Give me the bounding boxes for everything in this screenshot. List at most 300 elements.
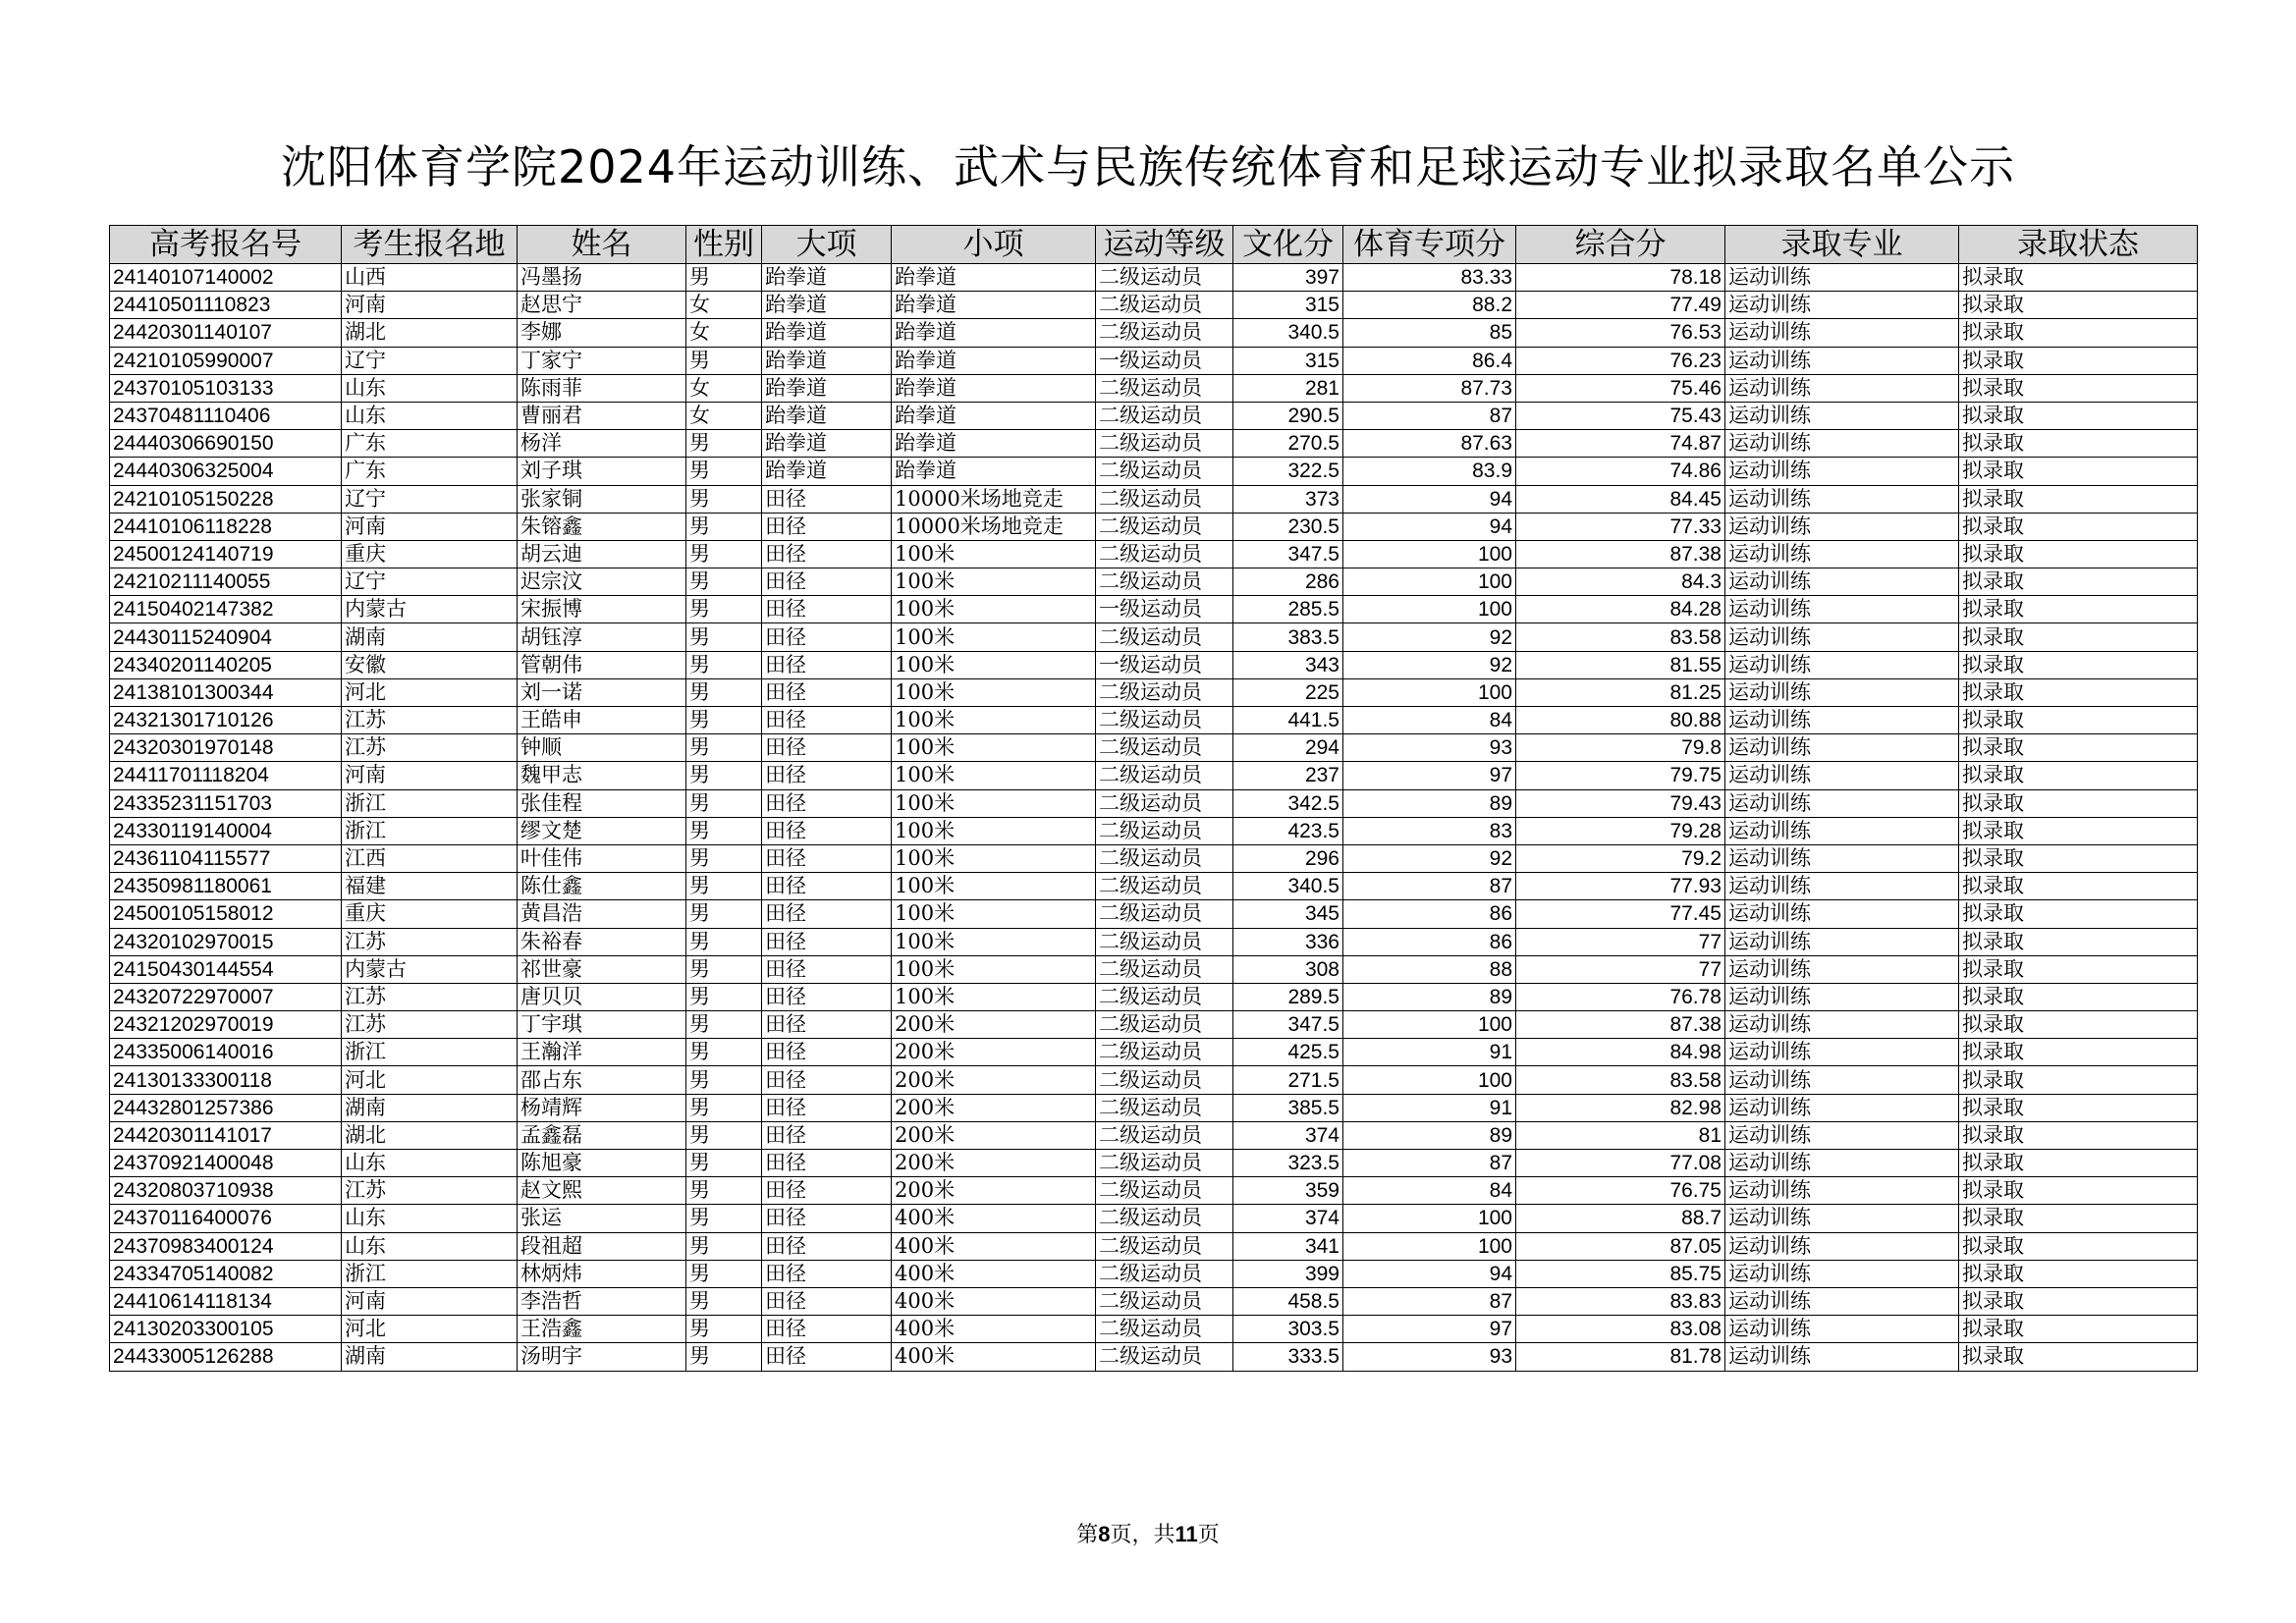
status-cell: 拟录取 <box>1959 540 2198 568</box>
table-body <box>110 264 2198 1372</box>
status-cell: 拟录取 <box>1959 402 2198 429</box>
column-header: 录取状态 <box>1959 226 2198 264</box>
region-cell: 河南 <box>342 1287 518 1315</box>
major-cell: 运动训练 <box>1725 678 1959 706</box>
level-cell: 二级运动员 <box>1096 319 1233 347</box>
name-cell: 陈旭豪 <box>518 1150 686 1177</box>
culture-score-cell: 374 <box>1233 1205 1343 1232</box>
page-footer <box>0 1518 2296 1548</box>
event-cell: 200米 <box>892 1177 1096 1205</box>
exam-id-cell: 24500124140719 <box>110 540 342 568</box>
sport-score-cell: 87 <box>1343 1287 1516 1315</box>
major-cell: 运动训练 <box>1725 1011 1959 1039</box>
sport-cell: 田径 <box>762 789 892 817</box>
sport-cell: 跆拳道 <box>762 402 892 429</box>
region-cell: 河北 <box>342 678 518 706</box>
column-header: 文化分 <box>1233 226 1343 264</box>
gender-cell: 男 <box>686 430 762 458</box>
event-cell: 跆拳道 <box>892 402 1096 429</box>
culture-score-cell: 289.5 <box>1233 983 1343 1010</box>
sport-score-cell: 86.4 <box>1343 347 1516 374</box>
status-cell: 拟录取 <box>1959 1287 2198 1315</box>
name-cell: 朱镕鑫 <box>518 513 686 540</box>
level-cell: 二级运动员 <box>1096 1287 1233 1315</box>
exam-id-cell: 24210211140055 <box>110 568 342 596</box>
status-cell: 拟录取 <box>1959 374 2198 402</box>
name-cell: 冯墨扬 <box>518 264 686 292</box>
name-cell: 杨洋 <box>518 430 686 458</box>
gender-cell: 男 <box>686 1039 762 1066</box>
sport-score-cell: 92 <box>1343 844 1516 872</box>
total-score-cell: 87.38 <box>1516 540 1725 568</box>
event-cell: 10000米场地竞走 <box>892 513 1096 540</box>
level-cell: 二级运动员 <box>1096 734 1233 762</box>
sport-cell: 跆拳道 <box>762 347 892 374</box>
culture-score-cell: 315 <box>1233 292 1343 319</box>
region-cell: 湖南 <box>342 623 518 651</box>
level-cell: 二级运动员 <box>1096 707 1233 734</box>
total-score-cell: 84.28 <box>1516 596 1725 623</box>
event-cell: 跆拳道 <box>892 374 1096 402</box>
level-cell: 二级运动员 <box>1096 1121 1233 1149</box>
event-cell: 200米 <box>892 1039 1096 1066</box>
total-score-cell: 88.7 <box>1516 1205 1725 1232</box>
major-cell: 运动训练 <box>1725 1316 1959 1343</box>
level-cell: 二级运动员 <box>1096 789 1233 817</box>
sport-score-cell: 83.9 <box>1343 458 1516 485</box>
status-cell: 拟录取 <box>1959 485 2198 513</box>
culture-score-cell: 271.5 <box>1233 1066 1343 1094</box>
sport-score-cell: 84 <box>1343 707 1516 734</box>
major-cell: 运动训练 <box>1725 1260 1959 1287</box>
event-cell: 100米 <box>892 568 1096 596</box>
major-cell: 运动训练 <box>1725 292 1959 319</box>
table-row <box>110 458 2198 485</box>
culture-score-cell: 383.5 <box>1233 623 1343 651</box>
event-cell: 100米 <box>892 789 1096 817</box>
status-cell: 拟录取 <box>1959 1316 2198 1343</box>
column-header: 综合分 <box>1516 226 1725 264</box>
sport-cell: 田径 <box>762 623 892 651</box>
event-cell: 跆拳道 <box>892 430 1096 458</box>
table-row <box>110 264 2198 292</box>
region-cell: 山东 <box>342 1205 518 1232</box>
total-score-cell: 79.28 <box>1516 817 1725 844</box>
level-cell: 二级运动员 <box>1096 623 1233 651</box>
culture-score-cell: 336 <box>1233 928 1343 955</box>
culture-score-cell: 341 <box>1233 1232 1343 1260</box>
gender-cell: 女 <box>686 292 762 319</box>
exam-id-cell: 24420301141017 <box>110 1121 342 1149</box>
sport-score-cell: 97 <box>1343 1316 1516 1343</box>
major-cell: 运动训练 <box>1725 734 1959 762</box>
total-score-cell: 81 <box>1516 1121 1725 1149</box>
gender-cell: 女 <box>686 374 762 402</box>
name-cell: 缪文楚 <box>518 817 686 844</box>
region-cell: 广东 <box>342 458 518 485</box>
sport-score-cell: 92 <box>1343 651 1516 678</box>
level-cell: 二级运动员 <box>1096 540 1233 568</box>
gender-cell: 女 <box>686 319 762 347</box>
sport-score-cell: 100 <box>1343 1205 1516 1232</box>
gender-cell: 男 <box>686 873 762 900</box>
gender-cell: 男 <box>686 347 762 374</box>
footer-prefix: 第 <box>1076 1523 1099 1547</box>
table-row <box>110 707 2198 734</box>
exam-id-cell: 24321202970019 <box>110 1011 342 1039</box>
exam-id-cell: 24370481110406 <box>110 402 342 429</box>
culture-score-cell: 303.5 <box>1233 1316 1343 1343</box>
sport-cell: 田径 <box>762 817 892 844</box>
sport-score-cell: 84 <box>1343 1177 1516 1205</box>
event-cell: 200米 <box>892 1094 1096 1121</box>
status-cell: 拟录取 <box>1959 928 2198 955</box>
sport-score-cell: 89 <box>1343 983 1516 1010</box>
table-row <box>110 568 2198 596</box>
total-score-cell: 81.25 <box>1516 678 1725 706</box>
major-cell: 运动训练 <box>1725 1232 1959 1260</box>
exam-id-cell: 24130133300118 <box>110 1066 342 1094</box>
sport-score-cell: 92 <box>1343 623 1516 651</box>
name-cell: 张运 <box>518 1205 686 1232</box>
status-cell: 拟录取 <box>1959 264 2198 292</box>
status-cell: 拟录取 <box>1959 596 2198 623</box>
gender-cell: 男 <box>686 651 762 678</box>
sport-cell: 田径 <box>762 1232 892 1260</box>
major-cell: 运动训练 <box>1725 485 1959 513</box>
major-cell: 运动训练 <box>1725 1094 1959 1121</box>
status-cell: 拟录取 <box>1959 1094 2198 1121</box>
table-row <box>110 983 2198 1010</box>
region-cell: 河南 <box>342 513 518 540</box>
region-cell: 浙江 <box>342 789 518 817</box>
sport-cell: 田径 <box>762 900 892 928</box>
name-cell: 胡云迪 <box>518 540 686 568</box>
exam-id-cell: 24340201140205 <box>110 651 342 678</box>
status-cell: 拟录取 <box>1959 1011 2198 1039</box>
exam-id-cell: 24138101300344 <box>110 678 342 706</box>
event-cell: 跆拳道 <box>892 319 1096 347</box>
level-cell: 二级运动员 <box>1096 430 1233 458</box>
sport-score-cell: 86 <box>1343 900 1516 928</box>
sport-cell: 田径 <box>762 651 892 678</box>
region-cell: 江西 <box>342 844 518 872</box>
exam-id-cell: 24140107140002 <box>110 264 342 292</box>
event-cell: 200米 <box>892 1066 1096 1094</box>
sport-score-cell: 100 <box>1343 1232 1516 1260</box>
status-cell: 拟录取 <box>1959 1260 2198 1287</box>
column-header: 小项 <box>892 226 1096 264</box>
major-cell: 运动训练 <box>1725 513 1959 540</box>
culture-score-cell: 285.5 <box>1233 596 1343 623</box>
table-row <box>110 1011 2198 1039</box>
sport-cell: 田径 <box>762 1121 892 1149</box>
region-cell: 安徽 <box>342 651 518 678</box>
culture-score-cell: 270.5 <box>1233 430 1343 458</box>
sport-cell: 田径 <box>762 1205 892 1232</box>
status-cell: 拟录取 <box>1959 1066 2198 1094</box>
level-cell: 二级运动员 <box>1096 678 1233 706</box>
table-row <box>110 817 2198 844</box>
culture-score-cell: 359 <box>1233 1177 1343 1205</box>
sport-score-cell: 87 <box>1343 1150 1516 1177</box>
table-row <box>110 651 2198 678</box>
status-cell: 拟录取 <box>1959 1150 2198 1177</box>
sport-cell: 田径 <box>762 513 892 540</box>
status-cell: 拟录取 <box>1959 430 2198 458</box>
region-cell: 重庆 <box>342 540 518 568</box>
level-cell: 二级运动员 <box>1096 983 1233 1010</box>
level-cell: 二级运动员 <box>1096 1260 1233 1287</box>
sport-cell: 田径 <box>762 955 892 983</box>
column-header: 考生报名地 <box>342 226 518 264</box>
culture-score-cell: 347.5 <box>1233 1011 1343 1039</box>
event-cell: 100米 <box>892 678 1096 706</box>
culture-score-cell: 237 <box>1233 762 1343 789</box>
total-score-cell: 82.98 <box>1516 1094 1725 1121</box>
exam-id-cell: 24370983400124 <box>110 1232 342 1260</box>
gender-cell: 男 <box>686 485 762 513</box>
column-header: 运动等级 <box>1096 226 1233 264</box>
table-row <box>110 1066 2198 1094</box>
total-score-cell: 78.18 <box>1516 264 1725 292</box>
admission-table <box>109 225 2198 1372</box>
region-cell: 浙江 <box>342 1039 518 1066</box>
status-cell: 拟录取 <box>1959 707 2198 734</box>
status-cell: 拟录取 <box>1959 789 2198 817</box>
name-cell: 李娜 <box>518 319 686 347</box>
major-cell: 运动训练 <box>1725 900 1959 928</box>
gender-cell: 男 <box>686 1066 762 1094</box>
name-cell: 迟宗汶 <box>518 568 686 596</box>
total-score-cell: 84.98 <box>1516 1039 1725 1066</box>
event-cell: 100米 <box>892 844 1096 872</box>
exam-id-cell: 24440306690150 <box>110 430 342 458</box>
name-cell: 管朝伟 <box>518 651 686 678</box>
name-cell: 宋振博 <box>518 596 686 623</box>
gender-cell: 男 <box>686 1011 762 1039</box>
exam-id-cell: 24320803710938 <box>110 1177 342 1205</box>
gender-cell: 男 <box>686 1150 762 1177</box>
sport-cell: 田径 <box>762 1177 892 1205</box>
major-cell: 运动训练 <box>1725 430 1959 458</box>
status-cell: 拟录取 <box>1959 873 2198 900</box>
exam-id-cell: 24320301970148 <box>110 734 342 762</box>
table-row <box>110 596 2198 623</box>
region-cell: 山东 <box>342 1150 518 1177</box>
exam-id-cell: 24130203300105 <box>110 1316 342 1343</box>
region-cell: 重庆 <box>342 900 518 928</box>
total-score-cell: 81.55 <box>1516 651 1725 678</box>
level-cell: 二级运动员 <box>1096 1094 1233 1121</box>
sport-cell: 田径 <box>762 734 892 762</box>
exam-id-cell: 24150430144554 <box>110 955 342 983</box>
total-score-cell: 77.49 <box>1516 292 1725 319</box>
status-cell: 拟录取 <box>1959 1232 2198 1260</box>
status-cell: 拟录取 <box>1959 1039 2198 1066</box>
sport-score-cell: 87 <box>1343 873 1516 900</box>
major-cell: 运动训练 <box>1725 817 1959 844</box>
total-score-cell: 77 <box>1516 928 1725 955</box>
name-cell: 黄昌浩 <box>518 900 686 928</box>
exam-id-cell: 24320722970007 <box>110 983 342 1010</box>
culture-score-cell: 340.5 <box>1233 873 1343 900</box>
table-row <box>110 678 2198 706</box>
total-score-cell: 77.93 <box>1516 873 1725 900</box>
level-cell: 二级运动员 <box>1096 402 1233 429</box>
name-cell: 胡钰淳 <box>518 623 686 651</box>
total-score-cell: 87.38 <box>1516 1011 1725 1039</box>
total-score-cell: 79.75 <box>1516 762 1725 789</box>
major-cell: 运动训练 <box>1725 789 1959 817</box>
event-cell: 100米 <box>892 596 1096 623</box>
major-cell: 运动训练 <box>1725 264 1959 292</box>
name-cell: 朱裕春 <box>518 928 686 955</box>
gender-cell: 男 <box>686 1316 762 1343</box>
major-cell: 运动训练 <box>1725 1287 1959 1315</box>
table-row <box>110 873 2198 900</box>
name-cell: 段祖超 <box>518 1232 686 1260</box>
status-cell: 拟录取 <box>1959 513 2198 540</box>
event-cell: 400米 <box>892 1205 1096 1232</box>
exam-id-cell: 24430115240904 <box>110 623 342 651</box>
sport-score-cell: 88 <box>1343 955 1516 983</box>
sport-score-cell: 91 <box>1343 1094 1516 1121</box>
table-row <box>110 1343 2198 1371</box>
gender-cell: 男 <box>686 596 762 623</box>
gender-cell: 男 <box>686 707 762 734</box>
gender-cell: 男 <box>686 1205 762 1232</box>
culture-score-cell: 281 <box>1233 374 1343 402</box>
culture-score-cell: 315 <box>1233 347 1343 374</box>
exam-id-cell: 24500105158012 <box>110 900 342 928</box>
level-cell: 二级运动员 <box>1096 1177 1233 1205</box>
gender-cell: 男 <box>686 1260 762 1287</box>
table-row <box>110 347 2198 374</box>
event-cell: 跆拳道 <box>892 347 1096 374</box>
exam-id-cell: 24432801257386 <box>110 1094 342 1121</box>
level-cell: 二级运动员 <box>1096 762 1233 789</box>
event-cell: 跆拳道 <box>892 264 1096 292</box>
sport-score-cell: 100 <box>1343 1066 1516 1094</box>
gender-cell: 男 <box>686 264 762 292</box>
status-cell: 拟录取 <box>1959 1177 2198 1205</box>
exam-id-cell: 24370105103133 <box>110 374 342 402</box>
total-page-number: 11 <box>1175 1522 1198 1546</box>
total-score-cell: 85.75 <box>1516 1260 1725 1287</box>
total-score-cell: 84.45 <box>1516 485 1725 513</box>
region-cell: 江苏 <box>342 707 518 734</box>
region-cell: 湖南 <box>342 1094 518 1121</box>
gender-cell: 男 <box>686 1177 762 1205</box>
major-cell: 运动训练 <box>1725 1121 1959 1149</box>
level-cell: 二级运动员 <box>1096 292 1233 319</box>
name-cell: 李浩哲 <box>518 1287 686 1315</box>
total-score-cell: 84.3 <box>1516 568 1725 596</box>
event-cell: 100米 <box>892 873 1096 900</box>
level-cell: 一级运动员 <box>1096 596 1233 623</box>
level-cell: 二级运动员 <box>1096 1316 1233 1343</box>
level-cell: 二级运动员 <box>1096 485 1233 513</box>
status-cell: 拟录取 <box>1959 900 2198 928</box>
total-score-cell: 79.43 <box>1516 789 1725 817</box>
culture-score-cell: 373 <box>1233 485 1343 513</box>
major-cell: 运动训练 <box>1725 983 1959 1010</box>
exam-id-cell: 24334705140082 <box>110 1260 342 1287</box>
page-title: 沈阳体育学院2024年运动训练、武术与民族传统体育和足球运动专业拟录取名单公示 <box>280 140 2016 193</box>
total-score-cell: 77.08 <box>1516 1150 1725 1177</box>
sport-cell: 田径 <box>762 873 892 900</box>
exam-id-cell: 24210105150228 <box>110 485 342 513</box>
name-cell: 邵占东 <box>518 1066 686 1094</box>
region-cell: 河南 <box>342 762 518 789</box>
sport-score-cell: 100 <box>1343 678 1516 706</box>
region-cell: 湖北 <box>342 1121 518 1149</box>
region-cell: 河北 <box>342 1066 518 1094</box>
gender-cell: 男 <box>686 928 762 955</box>
total-score-cell: 87.05 <box>1516 1232 1725 1260</box>
event-cell: 100米 <box>892 955 1096 983</box>
event-cell: 10000米场地竞走 <box>892 485 1096 513</box>
level-cell: 二级运动员 <box>1096 513 1233 540</box>
gender-cell: 男 <box>686 458 762 485</box>
sport-score-cell: 100 <box>1343 1011 1516 1039</box>
sport-cell: 田径 <box>762 568 892 596</box>
name-cell: 陈雨菲 <box>518 374 686 402</box>
event-cell: 400米 <box>892 1260 1096 1287</box>
table-row <box>110 430 2198 458</box>
table-row <box>110 955 2198 983</box>
level-cell: 二级运动员 <box>1096 264 1233 292</box>
major-cell: 运动训练 <box>1725 707 1959 734</box>
status-cell: 拟录取 <box>1959 844 2198 872</box>
name-cell: 曹丽君 <box>518 402 686 429</box>
region-cell: 江苏 <box>342 983 518 1010</box>
gender-cell: 男 <box>686 1287 762 1315</box>
sport-cell: 田径 <box>762 540 892 568</box>
status-cell: 拟录取 <box>1959 1121 2198 1149</box>
table-row <box>110 1260 2198 1287</box>
name-cell: 张佳程 <box>518 789 686 817</box>
footer-suffix: 页 <box>1197 1523 1220 1547</box>
status-cell: 拟录取 <box>1959 1205 2198 1232</box>
sport-score-cell: 100 <box>1343 568 1516 596</box>
gender-cell: 男 <box>686 513 762 540</box>
sport-score-cell: 100 <box>1343 540 1516 568</box>
status-cell: 拟录取 <box>1959 292 2198 319</box>
name-cell: 叶佳伟 <box>518 844 686 872</box>
exam-id-cell: 24410614118134 <box>110 1287 342 1315</box>
region-cell: 内蒙古 <box>342 955 518 983</box>
total-score-cell: 76.53 <box>1516 319 1725 347</box>
table-row <box>110 623 2198 651</box>
culture-score-cell: 342.5 <box>1233 789 1343 817</box>
sport-score-cell: 83 <box>1343 817 1516 844</box>
gender-cell: 男 <box>686 789 762 817</box>
major-cell: 运动训练 <box>1725 1177 1959 1205</box>
gender-cell: 男 <box>686 1094 762 1121</box>
name-cell: 陈仕鑫 <box>518 873 686 900</box>
major-cell: 运动训练 <box>1725 402 1959 429</box>
major-cell: 运动训练 <box>1725 1066 1959 1094</box>
sport-score-cell: 94 <box>1343 1260 1516 1287</box>
sport-score-cell: 87.73 <box>1343 374 1516 402</box>
sport-score-cell: 89 <box>1343 1121 1516 1149</box>
total-score-cell: 74.87 <box>1516 430 1725 458</box>
culture-score-cell: 294 <box>1233 734 1343 762</box>
name-cell: 魏甲志 <box>518 762 686 789</box>
event-cell: 200米 <box>892 1121 1096 1149</box>
